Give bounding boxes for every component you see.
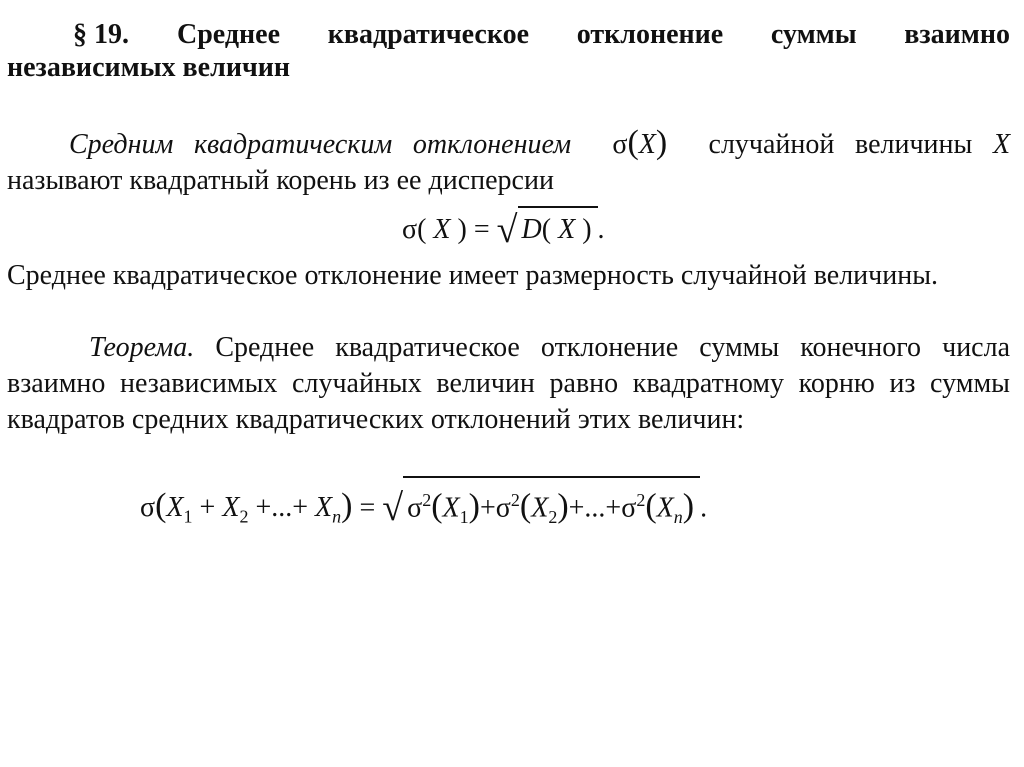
section-title [7, 18, 1010, 84]
sqrt-symbol-2: √ [382, 487, 404, 530]
theorem-text: Среднее квадратическое отклонение суммы конечного числа взаимно независимых случайных величин равно квадратному корню из суммы квадратов средних квадратических отклонений этих величин: [7, 332, 1011, 435]
formula2-eq: = [359, 492, 376, 524]
dimension-paragraph [7, 258, 1010, 294]
formula1-lhs: σ( X ) = [402, 214, 490, 245]
definition-rest-line2: называют квадратный корень из ее дисперсии [7, 165, 554, 196]
theorem-label: Теорема. [89, 332, 195, 363]
formula1-radicand: D( X ) [518, 206, 598, 250]
definition-symbol: σ(X) [612, 124, 668, 161]
formula-std-definition [402, 206, 605, 250]
formula-sum-std [140, 476, 707, 537]
definition-rest-line1: случайной величины [708, 129, 973, 160]
section-number: § 19. [73, 19, 129, 50]
sqrt-symbol: √ [496, 209, 518, 251]
definition-var: X [992, 129, 1011, 160]
formula2-lhs: $\sigma(X_1 + X_2$ +...+ $X_n$) [140, 487, 353, 527]
definition-term: Средним квадратическим отклонением [69, 129, 572, 160]
formula1-end: . [597, 214, 605, 245]
section-title-text: Среднее квадратическое отклонение суммы взаимно независимых величин [7, 19, 1010, 83]
definition-paragraph [7, 125, 1010, 199]
dimension-text: Среднее квадратическое отклонение имеет размерность случайной величины. [7, 260, 939, 291]
formula2-radicand: $\sigma^2(X_1)+\sigma^2(X_2)+...+\sigma^2(X_n)$ [403, 476, 700, 537]
theorem-paragraph [7, 330, 1010, 438]
formula2-end: . [700, 492, 708, 524]
